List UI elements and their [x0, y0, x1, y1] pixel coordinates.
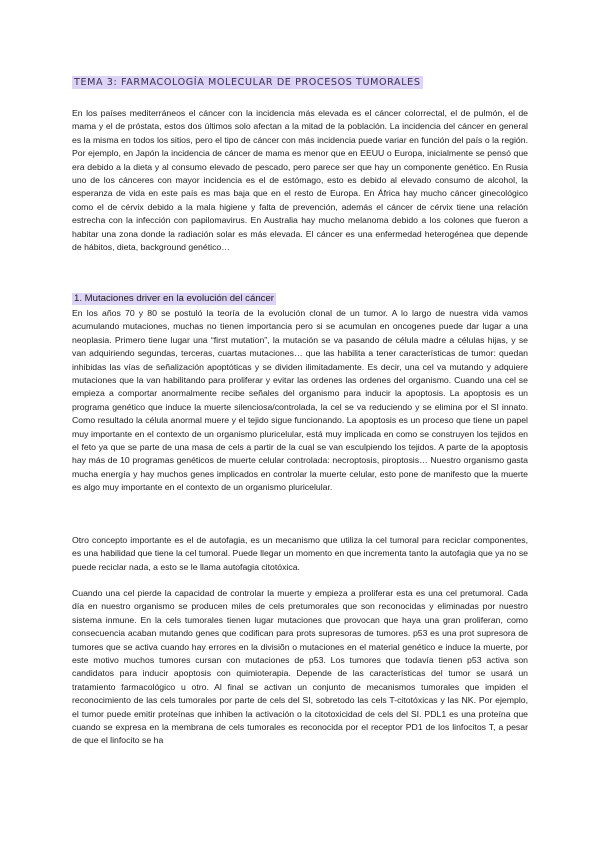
section-paragraph-3: Cuando una cel pierde la capacidad de controlar la muerte y empieza a proliferar esta es una cel pretumoral. Cada día en nuestro organismo se producen miles de cels pretumorales que son reconocidas y eliminadas por nuestro sistema inmune. En la cels tumorales tienen lugar mutaciones que provocan que haya una gran proliferan, como consecuencia acaban mutando genes que codifican para prots supresoras de tumores. p53 es una prot supresora de tumores que se activa cuando hay errores en la divisiõn o mutaciones en el material genético e induce la muerte, por este motivo muchos tumores cursan con mutaciones de p53. Los tumores que todavía tienen p53 activa son candidatos para inducir apoptosis con quimioterapia. Depende de las características del tumor se usará un tratamiento farmacológico u otro. Al final se activan un conjunto de mecanismos tumorales que impiden el reconocimiento de las cels tumorales por parte de cels del SI, sobretodo las cels T-citotóxicas y las NK. Por ejemplo, el tumor puede emitir proteínas que inhiben la activación o la citotoxicidad de cels del SI. PDL1 es una proteína que cuando se expresa en la membrana de cels tumorales es reconocida por el receptor PD1 de los linfocitos T, a pesar de que el linfocito se ha — [72, 588, 528, 746]
section-heading: 1. Mutaciones driver en la evolución del cáncer — [74, 293, 274, 304]
page-title: TEMA 3: FARMACOLOGÍA MOLECULAR DE PROCESOS TUMORALES — [74, 77, 421, 88]
section-paragraph-1: En los años 70 y 80 se postuló la teoría de la evolución clonal de un tumor. A lo largo de nuestra vida vamos acumulando mutaciones, muchas no tienen importancia pero si se acumulan en oncogenes puede dar lugar a una neoplasia. Primero tiene lugar una “first mutation”, la mutación se va pasando de célula madre a células hijas, y se van adquiriendo segundas, terceras, cuartas mutaciones… que las habilita a tener características de tumor: quedan inhibidas las vías de señalización apoptóticas y se dividen ilimitadamente. Es decir, una cel va mutando y adquiere mutaciones que la van habilitando para proliferar y evitar las ordenes las ordenes del organismo. Cuando una cel se empieza a comportar anormalmente recibe señales del organismo para inducir la apoptosis. La apoptosis es un programa genético que induce la muerte silenciosa/controlada, la cel se va reduciendo y se elimina por el SI innato. Como resultado la célula anormal muere y el tejido sigue funcionando. La apoptosis es un proceso que tiene un papel muy importante en el contexto de un organismo pluricelular, está muy implicada en como se construyen los tejidos en el feto ya que se parte de una masa de cels a partir de la cual se van esculpiendo los tejidos. A parte de la apoptosis hay más de 10 programas genéticos de muerte celular controlada: necroptosis, piroptosis… Nuestro organismo gasta mucha energía y hay muchos genes implicados en controlar la muerte celular, esto pone de manifesto que la muerte es algo muy importante en el contexto de un organismo pluricelular. — [72, 308, 528, 493]
intro-paragraph: En los países mediterráneos el cáncer con la incidencia más elevada es el cáncer colorrectal, el de pulmón, el de mama y el de próstata, estos dos últimos solo afectan a la mitad de la población. La incidencia del cáncer en general es la misma en todos los sitios, pero el tipo de cáncer con más incidencia puede variar en función del país o la región. Por ejemplo, en Japón la incidencia de cáncer de mama es menor que en EEUU o Europa, inicialmente se pensó que era debido a la dieta y al consumo elevado de pescado, pero parece ser que hay un componente genético. En Rusia uno de los cánceres con mayor incidencia es el de estómago, esto es debido al elevado consumo de alcohol, la esperanza de vida en este país es mas baja que en el resto de Europa. En África hay mucho cáncer ginecológico como el de cérvix debido a la mala higiene y falta de prevención, además el cáncer de cérvix tiene una relación estrecha con la infección con papilomavirus. En Australia hay mucho melanoma debido a los colones que fueron a habitar una zona donde la radiación solar es más elevada. El cáncer es una enfermedad heterogénea que depende de hábitos, dieta, background genético… — [72, 108, 528, 253]
section-paragraph-2: Otro concepto importante es el de autofagia, es un mecanismo que utiliza la cel tumoral para reciclar componentes, es una habilidad que tiene la cel tumoral. Puede llegar un momento en que incrementa tanto la autofagia que ya no se puede reciclar nada, a esto se le llama autofagia citotóxica. — [72, 535, 528, 572]
